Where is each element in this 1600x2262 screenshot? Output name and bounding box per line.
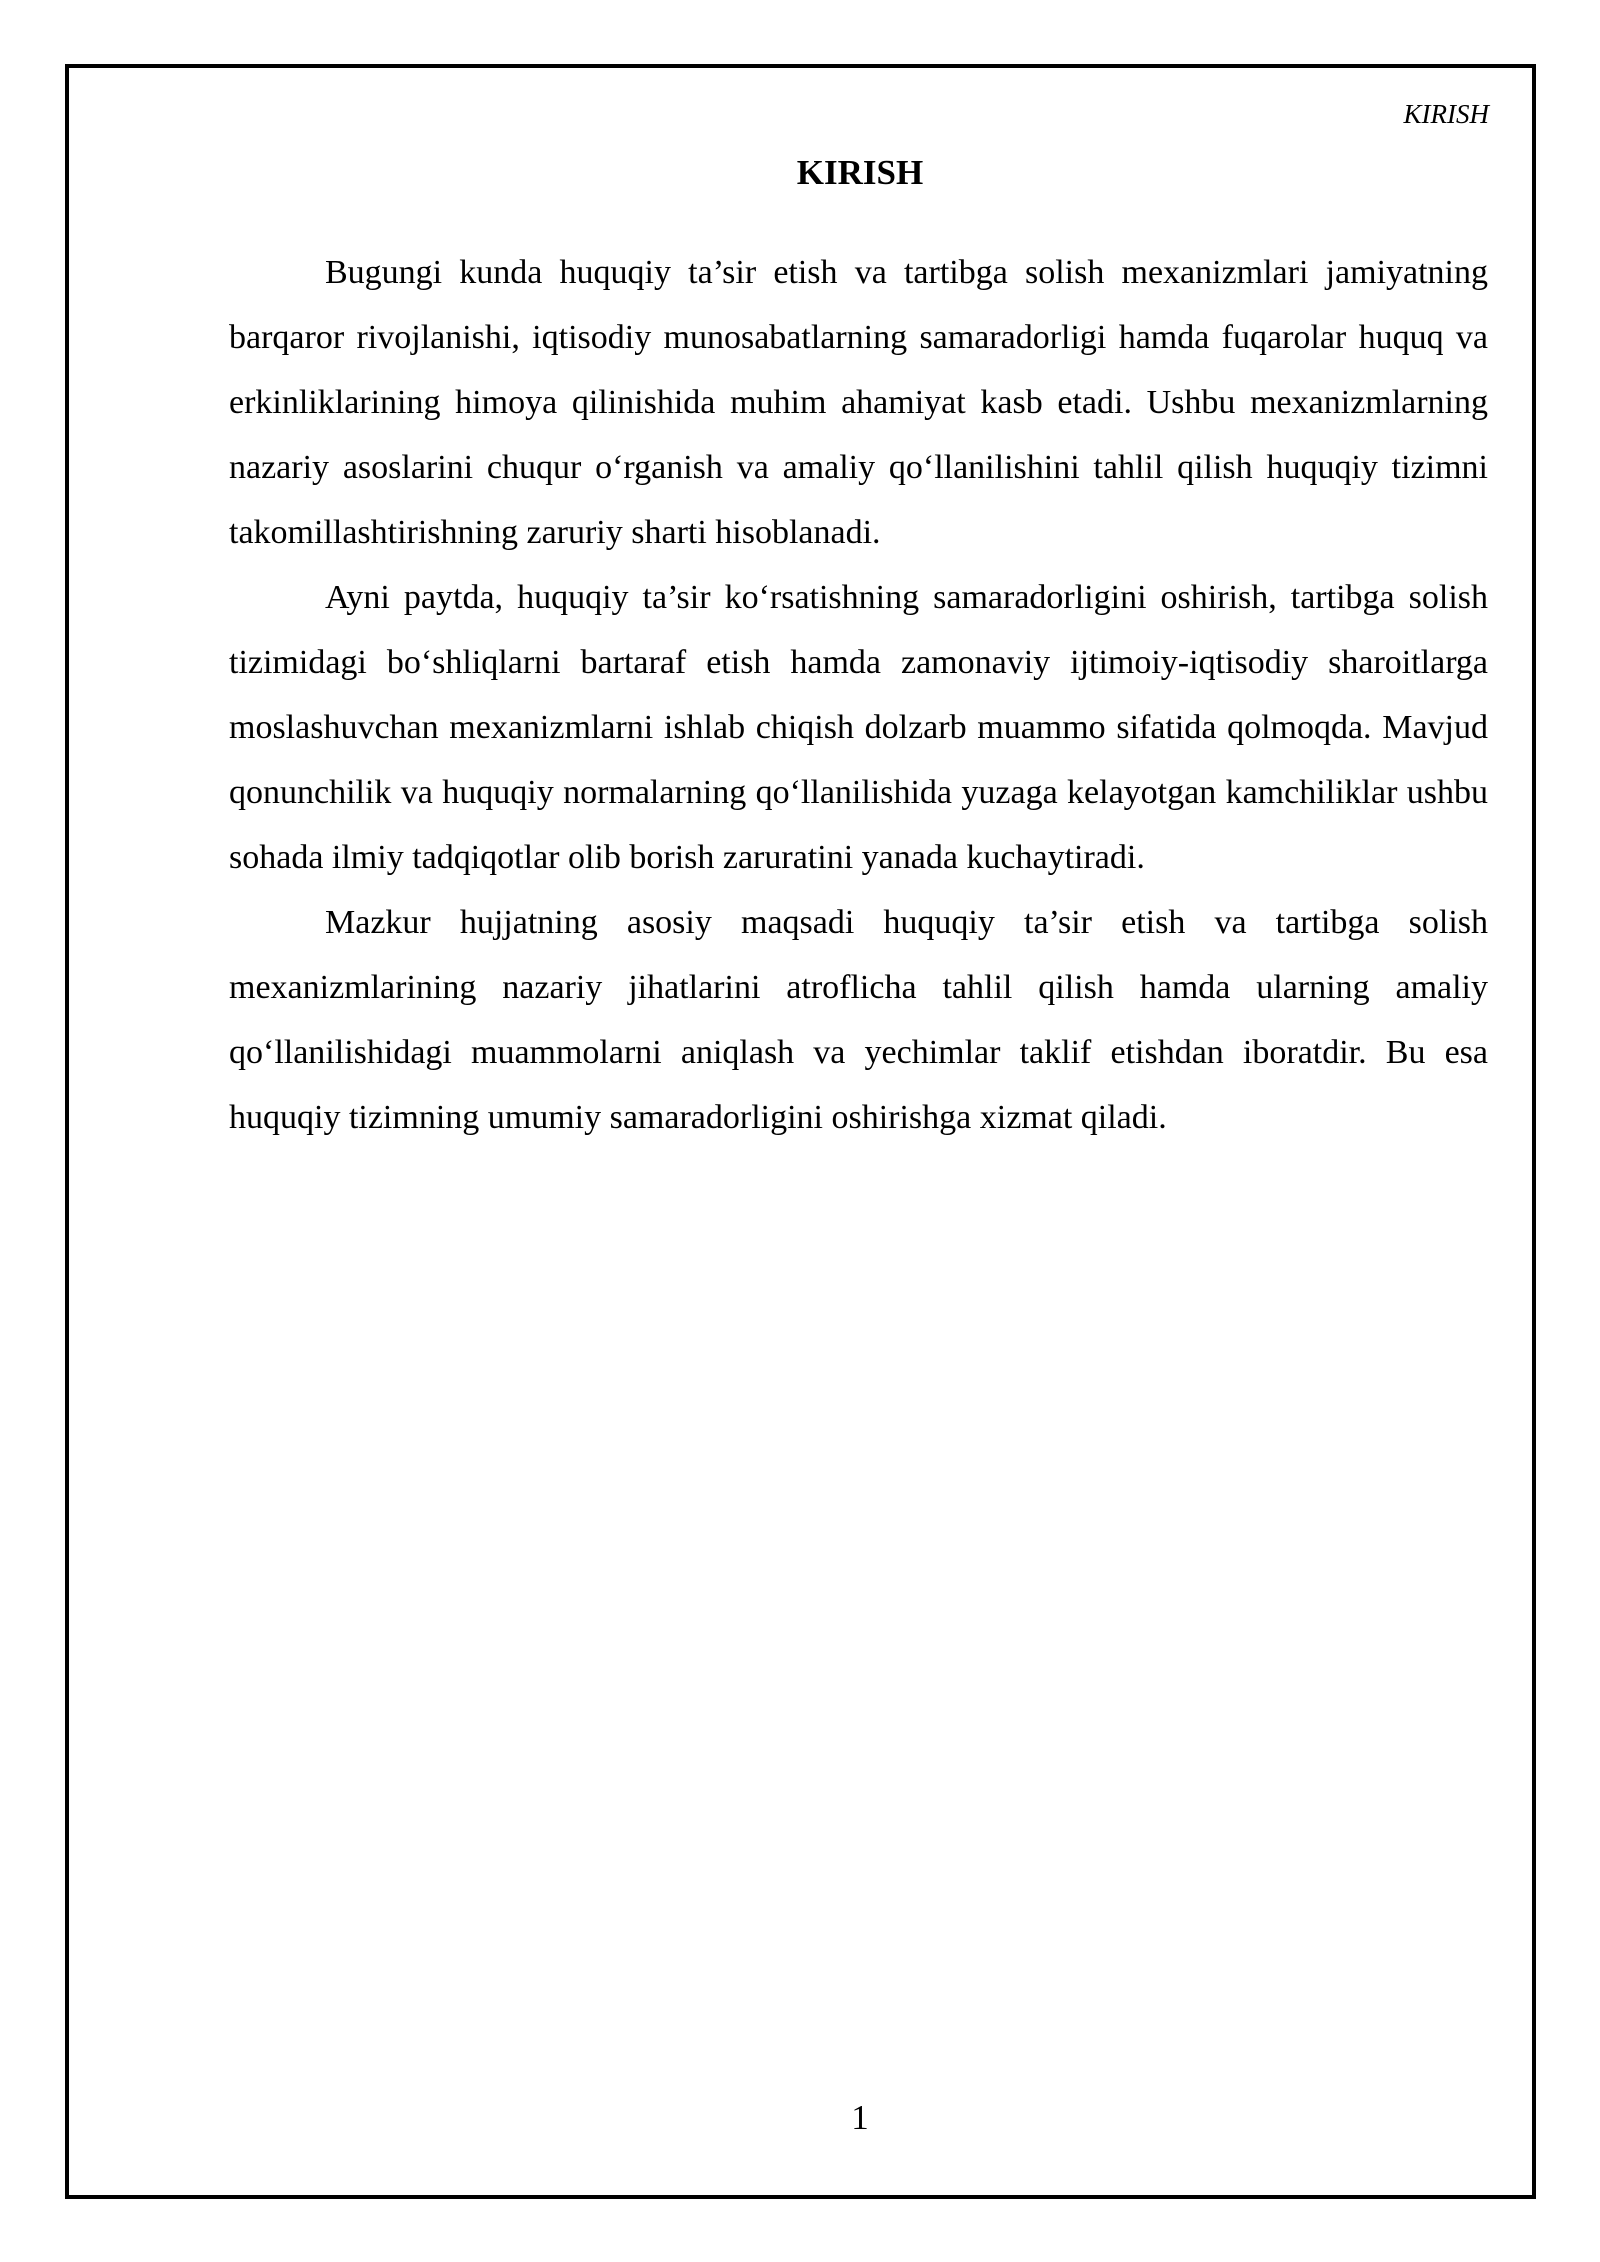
document-body [229, 240, 1488, 1150]
paragraph-2: Ayni paytda, huquqiy ta’sir ko‘rsatishning samaradorligini oshirish, tartibga solish tizimidagi bo‘shliqlarni bartaraf etish hamda zamonaviy ijtimoiy-iqtisodiy sharoitlarga moslashuvchan mexanizmlarni ishlab chiqish dolzarb muammo sifatida qolmoqda. Mavjud qonunchilik va huquqiy normalarning qo‘llanilishida yuzaga kelayotgan kamchiliklar ushbu sohada ilmiy tadqiqotlar olib borish zaruratini yanada kuchaytiradi. [229, 579, 1488, 876]
running-header: KIRISH [1403, 99, 1489, 129]
page-title: KIRISH [796, 153, 924, 192]
page-number: 1 [851, 2098, 869, 2137]
paragraph-1: Bugungi kunda huquqiy ta’sir etish va tartibga solish mexanizmlari jamiyatning barqaror rivojlanishi, iqtisodiy munosabatlarning samaradorligi hamda fuqarolar huquq va erkinliklarining himoya qilinishida muhim ahamiyat kasb etadi. Ushbu mexanizmlarning nazariy asoslarini chuqur o‘rganish va amaliy qo‘llanilishini tahlil qilish huquqiy tizimni takomillashtirishning zaruriy sharti hisoblanadi. [229, 254, 1488, 551]
paragraph-3: Mazkur hujjatning asosiy maqsadi huquqiy ta’sir etish va tartibga solish mexanizmlarining nazariy jihatlarini atroflicha tahlil qilish hamda ularning amaliy qo‘llanilishidagi muammolarni aniqlash va yechimlar taklif etishdan iboratdir. Bu esa huquqiy tizimning umumiy samaradorligini oshirishga xizmat qiladi. [229, 904, 1488, 1136]
